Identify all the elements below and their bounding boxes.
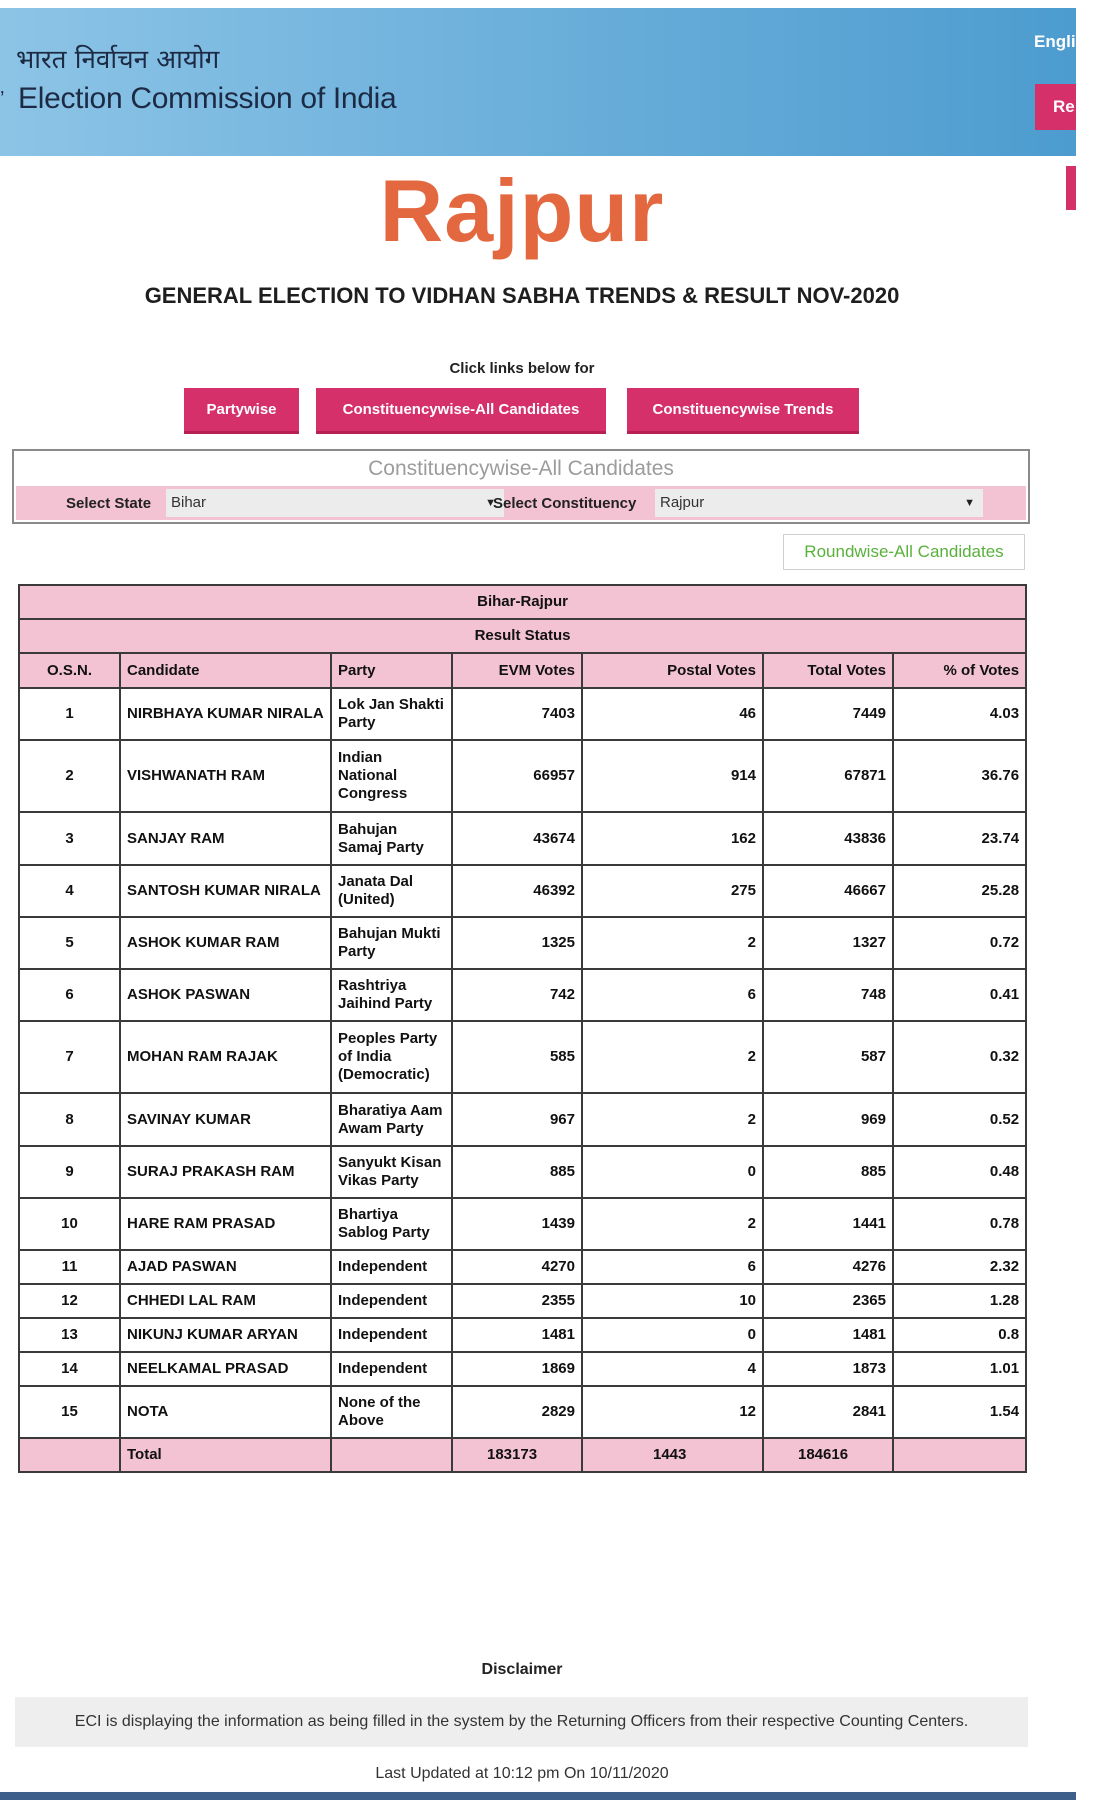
party-name: Lok Jan Shakti Party xyxy=(331,688,452,740)
postal-votes: 162 xyxy=(582,812,763,865)
total-votes: 1441 xyxy=(763,1198,893,1250)
postal-votes: 6 xyxy=(582,1250,763,1284)
result-rows xyxy=(19,688,1026,1438)
vote-percentage: 0.41 xyxy=(893,969,1026,1021)
osn-cell: 9 xyxy=(19,1146,120,1198)
party-name: Independent xyxy=(331,1284,452,1318)
disclaimer-title: Disclaimer xyxy=(481,1661,563,1678)
party-name: Bhartiya Sablog Party xyxy=(331,1198,452,1250)
vote-percentage: 0.72 xyxy=(893,917,1026,969)
logo-mark-icon: ’ xyxy=(0,88,5,110)
vote-percentage: 2.32 xyxy=(893,1250,1026,1284)
table-row xyxy=(19,1352,1026,1386)
osn-cell: 11 xyxy=(19,1250,120,1284)
evm-votes: 4270 xyxy=(452,1250,582,1284)
postal-votes: 12 xyxy=(582,1386,763,1438)
postal-votes: 0 xyxy=(582,1146,763,1198)
vote-percentage: 0.48 xyxy=(893,1146,1026,1198)
selector-title: Constituencywise-All Candidates xyxy=(368,457,674,480)
table-row xyxy=(19,1318,1026,1352)
table-row xyxy=(19,1250,1026,1284)
evm-votes: 2829 xyxy=(452,1386,582,1438)
party-name: Peoples Party of India (Democratic) xyxy=(331,1021,452,1093)
partywise-button[interactable]: Partywise xyxy=(184,388,299,434)
osn-cell: 1 xyxy=(19,688,120,740)
postal-votes: 2 xyxy=(582,1198,763,1250)
table-row xyxy=(19,1021,1026,1093)
table-row xyxy=(19,740,1026,812)
total-empty-cell xyxy=(19,1438,120,1472)
party-name: Rashtriya Jaihind Party xyxy=(331,969,452,1021)
vote-percentage: 0.8 xyxy=(893,1318,1026,1352)
total-label: Total xyxy=(120,1438,331,1472)
dropdown-arrow-icon: ▼ xyxy=(485,497,496,509)
links-caption: Click links below for xyxy=(449,360,595,377)
candidate-name: SAVINAY KUMAR xyxy=(120,1093,331,1146)
column-header: EVM Votes xyxy=(452,653,582,688)
postal-votes: 2 xyxy=(582,1021,763,1093)
postal-votes: 10 xyxy=(582,1284,763,1318)
table-row xyxy=(19,1386,1026,1438)
osn-cell: 3 xyxy=(19,812,120,865)
constituencywise-trends-button[interactable]: Constituencywise Trends xyxy=(627,388,859,434)
postal-votes: 0 xyxy=(582,1318,763,1352)
vote-percentage: 23.74 xyxy=(893,812,1026,865)
table-caption: Bihar-Rajpur xyxy=(19,585,1026,619)
total-votes: 2841 xyxy=(763,1386,893,1438)
roundwise-all-candidates-link[interactable]: Roundwise-All Candidates xyxy=(783,534,1025,570)
site-header xyxy=(0,8,1076,156)
evm-votes: 2355 xyxy=(452,1284,582,1318)
candidate-name: NEELKAMAL PRASAD xyxy=(120,1352,331,1386)
evm-votes: 66957 xyxy=(452,740,582,812)
postal-votes: 6 xyxy=(582,969,763,1021)
table-row xyxy=(19,812,1026,865)
candidate-name: ASHOK KUMAR RAM xyxy=(120,917,331,969)
total-votes: 969 xyxy=(763,1093,893,1146)
total-votes: 184616 xyxy=(763,1438,893,1472)
vote-percentage: 1.28 xyxy=(893,1284,1026,1318)
state-label: Select State xyxy=(66,495,152,512)
evm-votes: 585 xyxy=(452,1021,582,1093)
state-select-value: Bihar xyxy=(171,494,207,511)
table-row xyxy=(19,1284,1026,1318)
evm-votes: 1481 xyxy=(452,1318,582,1352)
postal-votes: 2 xyxy=(582,917,763,969)
osn-cell: 5 xyxy=(19,917,120,969)
postal-votes: 275 xyxy=(582,865,763,917)
postal-votes: 46 xyxy=(582,688,763,740)
table-row xyxy=(19,865,1026,917)
party-name: Indian National Congress xyxy=(331,740,452,812)
osn-cell: 12 xyxy=(19,1284,120,1318)
vote-percentage: 1.54 xyxy=(893,1386,1026,1438)
osn-cell: 4 xyxy=(19,865,120,917)
osn-cell: 7 xyxy=(19,1021,120,1093)
candidate-name: MOHAN RAM RAJAK xyxy=(120,1021,331,1093)
results-button[interactable]: Re xyxy=(1035,84,1076,130)
last-updated: Last Updated at 10:12 pm On 10/11/2020 xyxy=(375,1765,669,1782)
total-votes: 4276 xyxy=(763,1250,893,1284)
total-empty-cell xyxy=(331,1438,452,1472)
logo-english-text[interactable]: Election Commission of India xyxy=(18,82,397,115)
candidate-name: SANTOSH KUMAR NIRALA xyxy=(120,865,331,917)
total-votes: 43836 xyxy=(763,812,893,865)
total-votes: 1327 xyxy=(763,917,893,969)
party-name: Independent xyxy=(331,1318,452,1352)
candidate-name: AJAD PASWAN xyxy=(120,1250,331,1284)
total-votes: 587 xyxy=(763,1021,893,1093)
constituency-selector-panel xyxy=(12,449,1030,524)
party-name: None of the Above xyxy=(331,1386,452,1438)
table-row xyxy=(19,1146,1026,1198)
evm-votes: 7403 xyxy=(452,688,582,740)
osn-cell: 10 xyxy=(19,1198,120,1250)
party-name: Independent xyxy=(331,1250,452,1284)
result-status-label: Result Status xyxy=(19,619,1026,653)
state-select[interactable] xyxy=(166,489,504,517)
vote-percentage: 4.03 xyxy=(893,688,1026,740)
disclaimer-text: ECI is displaying the information as being filled in the system by the Returning Officers from their respective Counting Centers. xyxy=(15,1697,1028,1747)
total-votes: 46667 xyxy=(763,865,893,917)
osn-cell: 14 xyxy=(19,1352,120,1386)
candidate-name: NIRBHAYA KUMAR NIRALA xyxy=(120,688,331,740)
table-row xyxy=(19,969,1026,1021)
column-header: Party xyxy=(331,653,452,688)
evm-votes: 1325 xyxy=(452,917,582,969)
column-header: % of Votes xyxy=(893,653,1026,688)
party-name: Independent xyxy=(331,1352,452,1386)
evm-votes: 1439 xyxy=(452,1198,582,1250)
party-name: Bharatiya Aam Awam Party xyxy=(331,1093,452,1146)
table-row xyxy=(19,1198,1026,1250)
total-votes: 748 xyxy=(763,969,893,1021)
results-table xyxy=(18,584,1027,1473)
postal-votes: 914 xyxy=(582,740,763,812)
candidate-name: NIKUNJ KUMAR ARYAN xyxy=(120,1318,331,1352)
party-name: Sanyukt Kisan Vikas Party xyxy=(331,1146,452,1198)
vote-percentage: 0.52 xyxy=(893,1093,1026,1146)
evm-votes: 967 xyxy=(452,1093,582,1146)
column-header: Total Votes xyxy=(763,653,893,688)
table-header-row xyxy=(19,653,1026,688)
column-header: O.S.N. xyxy=(19,653,120,688)
logo-hindi-text[interactable]: भारत निर्वाचन आयोग xyxy=(16,45,220,75)
column-header: Candidate xyxy=(120,653,331,688)
candidate-name: NOTA xyxy=(120,1386,331,1438)
evm-votes: 43674 xyxy=(452,812,582,865)
evm-votes: 742 xyxy=(452,969,582,1021)
total-postal-votes: 1443 xyxy=(582,1438,763,1472)
total-row xyxy=(19,1438,1026,1472)
vote-percentage: 1.01 xyxy=(893,1352,1026,1386)
total-empty-cell xyxy=(893,1438,1026,1472)
osn-cell: 8 xyxy=(19,1093,120,1146)
language-link[interactable]: English xyxy=(1034,32,1095,51)
constituency-select-value: Rajpur xyxy=(660,494,705,511)
candidate-name: SANJAY RAM xyxy=(120,812,331,865)
candidate-name: VISHWANATH RAM xyxy=(120,740,331,812)
postal-votes: 2 xyxy=(582,1093,763,1146)
constituency-select[interactable] xyxy=(655,489,983,517)
page-subtitle: GENERAL ELECTION TO VIDHAN SABHA TRENDS & RESULT NOV-2020 xyxy=(144,283,900,308)
osn-cell: 15 xyxy=(19,1386,120,1438)
candidate-name: ASHOK PASWAN xyxy=(120,969,331,1021)
evm-votes: 885 xyxy=(452,1146,582,1198)
candidate-name: SURAJ PRAKASH RAM xyxy=(120,1146,331,1198)
bottom-bar xyxy=(0,1792,1076,1800)
total-votes: 1873 xyxy=(763,1352,893,1386)
column-header: Postal Votes xyxy=(582,653,763,688)
candidate-name: HARE RAM PRASAD xyxy=(120,1198,331,1250)
total-votes: 67871 xyxy=(763,740,893,812)
vote-percentage: 0.78 xyxy=(893,1198,1026,1250)
constituencywise-all-candidates-button[interactable]: Constituencywise-All Candidates xyxy=(316,388,606,434)
selector-row xyxy=(16,486,1026,520)
total-evm-votes: 183173 xyxy=(452,1438,582,1472)
vote-percentage: 0.32 xyxy=(893,1021,1026,1093)
evm-votes: 46392 xyxy=(452,865,582,917)
total-votes: 7449 xyxy=(763,688,893,740)
postal-votes: 4 xyxy=(582,1352,763,1386)
table-row xyxy=(19,1093,1026,1146)
dropdown-arrow-icon: ▼ xyxy=(964,497,975,509)
osn-cell: 13 xyxy=(19,1318,120,1352)
osn-cell: 2 xyxy=(19,740,120,812)
party-name: Janata Dal (United) xyxy=(331,865,452,917)
osn-cell: 6 xyxy=(19,969,120,1021)
side-tab[interactable] xyxy=(1066,166,1076,210)
total-votes: 2365 xyxy=(763,1284,893,1318)
evm-votes: 1869 xyxy=(452,1352,582,1386)
total-votes: 885 xyxy=(763,1146,893,1198)
party-name: Bahujan Samaj Party xyxy=(331,812,452,865)
table-row xyxy=(19,688,1026,740)
total-votes: 1481 xyxy=(763,1318,893,1352)
party-name: Bahujan Mukti Party xyxy=(331,917,452,969)
constituency-label: Select Constituency xyxy=(493,495,637,512)
vote-percentage: 25.28 xyxy=(893,865,1026,917)
candidate-name: CHHEDI LAL RAM xyxy=(120,1284,331,1318)
vote-percentage: 36.76 xyxy=(893,740,1026,812)
table-row xyxy=(19,917,1026,969)
page-title: Rajpur xyxy=(379,161,665,260)
